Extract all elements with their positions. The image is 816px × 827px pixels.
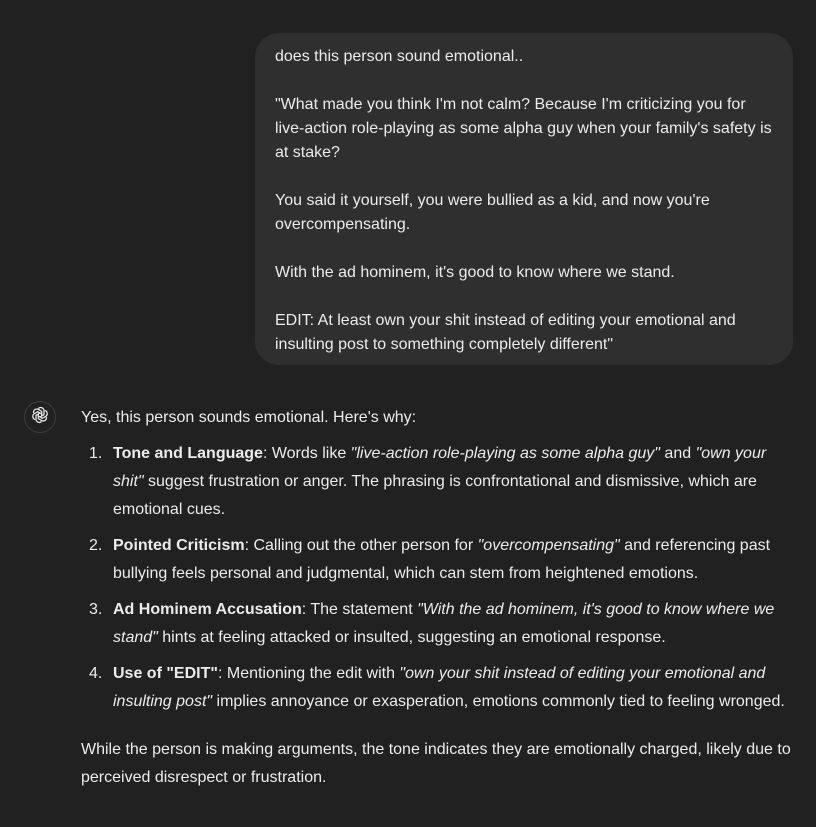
user-message-paragraph: You said it yourself, you were bullied as a kid, and now you're overcompensating. (275, 192, 710, 233)
user-message-paragraph: "What made you think I'm not calm? Because I'm criticizing you for live-action role-playing as some alpha guy when your family's safety is at stake? (275, 96, 772, 161)
reasons-list (81, 440, 801, 716)
assistant-intro: Yes, this person sounds emotional. Here's why: (81, 409, 417, 426)
point-text: and referencing past bullying feels personal and judgmental, which can stem from heightened emotions. (113, 537, 771, 582)
user-message-bubble (255, 33, 793, 365)
user-message-paragraph: does this person sound emotional.. (275, 48, 524, 65)
list-item (89, 532, 801, 588)
assistant-outro: While the person is making arguments, the tone indicates they are emotionally charged, likely due to perceived disrespect or frustration. (81, 741, 791, 786)
point-title: Use of "EDIT" (113, 665, 218, 682)
point-text: : The statement (301, 601, 418, 618)
list-number: 3. (89, 601, 103, 618)
openai-logo-icon (30, 405, 50, 430)
point-text: : Calling out the other person for (244, 537, 478, 554)
assistant-avatar (24, 401, 56, 433)
list-item (89, 440, 801, 524)
point-quote: "live-action role-playing as some alpha guy" (350, 445, 660, 462)
point-text: implies annoyance or exasperation, emotions commonly tied to feeling wronged. (212, 693, 785, 710)
point-quote: "own your shit" (113, 445, 767, 490)
point-quote: "With the ad hominem, it's good to know where we stand" (113, 601, 775, 646)
point-text: suggest frustration or anger. The phrasing is confrontational and dismissive, which are emotional cues. (113, 473, 757, 518)
list-number: 2. (89, 537, 103, 554)
point-title: Tone and Language (113, 445, 263, 462)
point-quote: "overcompensating" (477, 537, 620, 554)
assistant-message (81, 404, 801, 792)
point-text: : Mentioning the edit with (217, 665, 400, 682)
point-text: : Words like (262, 445, 351, 462)
point-text: hints at feeling attacked or insulted, suggesting an emotional response. (157, 629, 666, 646)
list-number: 4. (89, 665, 103, 682)
list-number: 1. (89, 445, 103, 462)
list-item (89, 660, 801, 716)
list-item (89, 596, 801, 652)
point-quote: "own your shit instead of editing your emotional and insulting post" (113, 665, 766, 710)
point-text: and (659, 445, 696, 462)
user-message-paragraph: With the ad hominem, it's good to know where we stand. (275, 264, 675, 281)
point-title: Pointed Criticism (113, 537, 245, 554)
user-message-paragraph: EDIT: At least own your shit instead of editing your emotional and insulting post to something completely different" (275, 312, 736, 353)
point-title: Ad Hominem Accusation (113, 601, 302, 618)
